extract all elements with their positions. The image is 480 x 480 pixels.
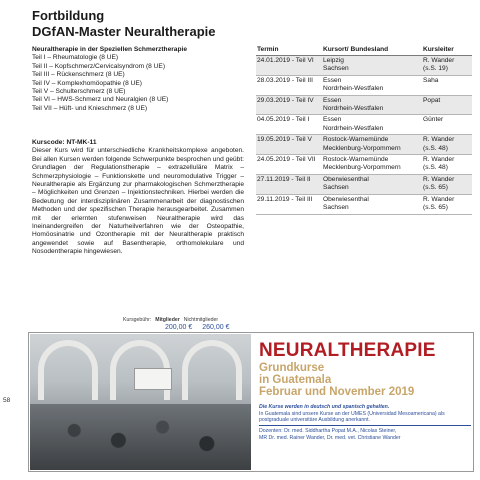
row-leader [420, 135, 470, 154]
row-leader-name: R. Wander [423, 175, 455, 183]
table-row [256, 96, 472, 116]
row-place: Oberwiesenthal [323, 195, 369, 203]
nonmember-fee-label: Nichtmitglieder [183, 317, 219, 323]
module-item: Teil VII – Hüft- und Knieschmerz (8 UE) [32, 104, 148, 112]
table-row [256, 135, 472, 155]
fee-box [123, 317, 230, 331]
row-leader [420, 175, 470, 194]
banner-divider [259, 425, 471, 426]
fee-label: Kursgebühr: [123, 317, 152, 323]
row-location [320, 115, 420, 134]
table-row [256, 195, 472, 215]
table-row [256, 76, 472, 96]
course-description: Dieser Kurs wird für unterschiedliche Krankheitskomplexe angeboten. Bei allen Kursen werden folgende Schwerpunkte besprochen und geübt: Grundlagen der Regulationstherapie – extrazelluläre Matrix – Schmerzphysiologie – Funktionskette und neuromodulative Trigger – Neuraltherapie als Ergänzung zur pharmakologischen Schmerztherapie – Möglichkeiten und Grenzen – Injektionstechniken. Hierbei werden die Bedeutung der interdisziplinären Zusammenarbeit der diagnostischen Methoden und der spezifischen Therapie herausgearbeitet. Zusammen mit der erlernten stufenweisen Neuraltherapie wird das Ineinandergreifen der Naturheilverfahren wie der Osteopathie, Homöosinatrie und Ozontherapie mit der Neuraltherapie praktisch angewendet sowie auf Basentherapie, orthomolekulare und Nosodentherapie hingewiesen. [32, 147, 244, 256]
module-item: Teil VI – HWS-Schmerz und Neuralgien (8 UE) [32, 96, 169, 104]
row-page-ref: (s.S. 48) [423, 164, 448, 172]
row-region: Sachsen [323, 204, 349, 212]
table-row [256, 115, 472, 135]
row-leader-name: R. Wander [423, 195, 455, 203]
row-page-ref: (s.S. 19) [423, 65, 448, 73]
banner-line-1: Grundkurse [259, 362, 325, 374]
audience [30, 404, 251, 470]
row-location [320, 56, 420, 75]
row-leader [420, 56, 470, 75]
row-location [320, 155, 420, 174]
module-item: Teil III – Rückenschmerz (8 UE) [32, 71, 125, 79]
header-leader: Kursleiter [423, 46, 454, 53]
page-number: 58 [3, 397, 11, 404]
table-row [256, 56, 472, 76]
banner-note-language: Die Kurse werden in deutsch und spanisch gehalten. [259, 404, 390, 410]
row-leader-name: R. Wander [423, 156, 455, 164]
table-row [256, 175, 472, 195]
row-date: 19.05.2019 - Teil V [257, 136, 312, 144]
lecturers-line-1: Dozenten: Dr. med. Siddhartha Popat M.A., Nicolas Steiner, [259, 428, 397, 434]
row-place: Oberwiesenthal [323, 175, 369, 183]
row-leader [420, 155, 470, 174]
row-location [320, 195, 420, 214]
row-leader-name: R. Wander [423, 57, 455, 64]
banner-line-3: Februar und November 2019 [259, 386, 415, 398]
row-place: Essen [323, 76, 342, 84]
row-leader-name: Saha [423, 76, 439, 84]
row-place: Essen [323, 116, 342, 124]
row-region: Sachsen [323, 184, 349, 192]
row-region: Mecklenburg-Vorpommern [323, 144, 401, 152]
arch-shape [38, 340, 98, 400]
banner-note-recognition: In Guatemala sind unsere Kurse an der UMES (Universidad Mesoamericana) als postgraduale universitäre Ausbildung anerkannt. [259, 410, 445, 424]
row-leader [420, 96, 470, 115]
row-date: 24.01.2019 - Teil VI [257, 57, 314, 64]
course-code: Kurscode: NT-MK-11 [32, 139, 97, 146]
page-title: Fortbildung [32, 8, 105, 23]
projection-screen [134, 368, 172, 390]
row-place: Essen [323, 96, 342, 104]
member-fee-value: 200,00 € [165, 324, 193, 331]
nonmember-fee-value: 260,00 € [202, 324, 230, 331]
module-item: Teil II – Kopfschmerz/Cervicalsyndrom (8 UE) [32, 62, 166, 70]
page-subtitle: DGfAN-Master Neuraltherapie [32, 24, 216, 39]
row-location [320, 135, 420, 154]
table-row [256, 155, 472, 175]
row-page-ref: (s.S. 65) [423, 204, 448, 212]
row-leader [420, 195, 470, 214]
arch-shape [182, 340, 242, 400]
row-leader [420, 76, 470, 95]
row-place: Leipzig [323, 57, 344, 64]
banner-note [259, 404, 471, 424]
lecturers-line-2: MR Dr. med. Rainer Wander, Dr. med. vet. Christiane Wander [259, 434, 401, 441]
seminar-photo [30, 334, 251, 470]
row-region: Nordrhein-Westfalen [323, 85, 384, 93]
schedule-table-header [256, 46, 472, 56]
module-list-heading: Neuraltherapie in der Speziellen Schmerztherapie [32, 46, 188, 53]
row-date: 29.03.2019 - Teil IV [257, 96, 314, 104]
module-item: Teil I – Rheumatologie (8 UE) [32, 54, 119, 62]
row-leader-name: R. Wander [423, 136, 455, 144]
row-date: 27.11.2019 - Teil II [257, 175, 311, 183]
row-leader-name: Günter [423, 116, 444, 124]
row-date: 04.05.2019 - Teil I [257, 116, 310, 124]
banner-title: NEURALTHERAPIE [259, 340, 436, 361]
module-list [32, 46, 244, 113]
module-item: Teil V – Schulterschmerz (8 UE) [32, 88, 126, 96]
row-location [320, 76, 420, 95]
row-leader-name: Popat [423, 96, 441, 104]
row-region: Nordrhein-Westfalen [323, 124, 384, 132]
member-fee-label: Mitglieder [155, 317, 180, 323]
page-margin [0, 0, 22, 480]
row-location [320, 175, 420, 194]
banner-lecturers [259, 428, 471, 441]
module-item: Teil IV – Komplexhomöopathie (8 UE) [32, 79, 142, 87]
row-place: Rostock-Warnemünde [323, 156, 389, 164]
header-location: Kursort/ Bundesland [323, 46, 389, 53]
row-region: Mecklenburg-Vorpommern [323, 164, 401, 172]
row-location [320, 96, 420, 115]
header-date: Termin [257, 46, 279, 53]
row-page-ref: (s.S. 65) [423, 184, 448, 192]
course-description-block [32, 139, 244, 257]
row-date: 24.05.2019 - Teil VII [257, 156, 316, 164]
row-region: Sachsen [323, 65, 349, 73]
row-place: Rostock-Warnemünde [323, 136, 389, 144]
row-page-ref: (s.S. 48) [423, 144, 448, 152]
row-leader [420, 115, 470, 134]
row-region: Nordrhein-Westfalen [323, 105, 384, 113]
schedule-table [256, 46, 472, 215]
banner-line-2: in Guatemala [259, 374, 332, 386]
schedule-table-body [256, 56, 472, 215]
row-date: 28.03.2019 - Teil III [257, 76, 313, 84]
row-date: 29.11.2019 - Teil III [257, 195, 313, 203]
